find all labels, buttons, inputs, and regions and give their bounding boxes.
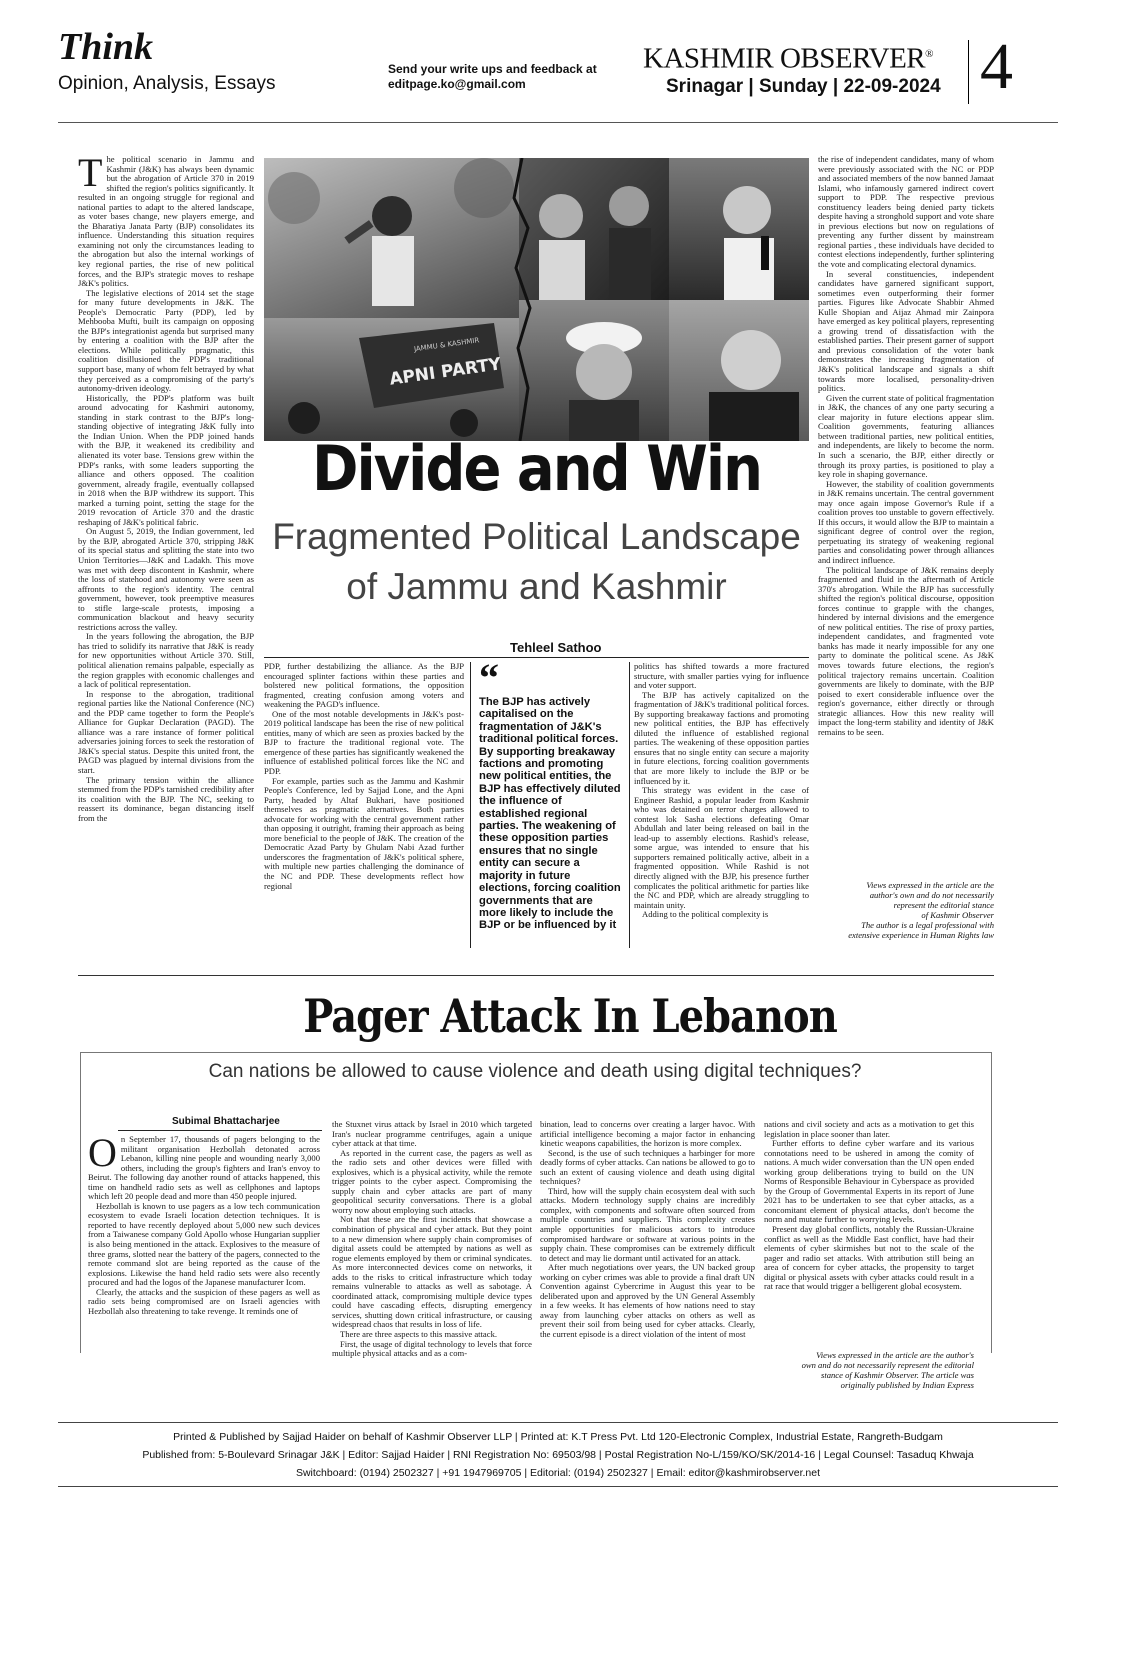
disclaimer-line: of Kashmir Observer xyxy=(921,910,994,920)
article2-column-4 xyxy=(764,1120,974,1346)
masthead xyxy=(643,38,933,75)
paragraph: Further efforts to define cyber warfare and its various connotations need to be ushered in among the comity of nations. A much wider conversation than the UN open ended working group deliberations trying to build on the UN Norms of Responsible Behaviour in Cyberspace as provided by the Group of Governmental Experts in its report of June 2021 has to be undertaken to see that cyber attacks, as a concomitant element of physical attacks, don't become the norm and mutate further to worrying levels. xyxy=(764,1138,974,1225)
paragraph: In response to the abrogation, traditional regional parties like the National Conference (NC) and the PDP came together to form the People's Alliance for Gupkar Declaration (PAGD). The alliance was a rare instance of former political adversaries joining forces to seek the restoration of J&K's special status. Despite this united front, the PAGD was plagued by internal divisions from the start. xyxy=(78,688,254,775)
disclaimer-line: author's own and do not necessarily xyxy=(869,890,994,900)
article1-byline: Tehleel Sathoo xyxy=(510,640,602,655)
section-subtitle: Opinion, Analysis, Essays xyxy=(58,73,276,94)
paragraph: The political landscape of J&K remains deeply fragmented and fluid in the aftermath of Article 370's abrogation. While the BJP has successfully shifted the region's political discourse, opposition forces continue to grapple with the changes, hindered by internal divisions and the emergence of new political entities. The rise of proxy parties, independent candidates, and fragmented vote banks has made it nearly impossible for any one party to dominate the political scene. As J&K moves towards future elections, the region's political trajectory remains uncertain. Coalition governments are likely to dominate, with the BJP poised to exert considerable influence over the region's governance, either directly or through strategic alliances. How this new reality will impact the long-term stability and identity of J&K remains to be seen. xyxy=(818,564,994,737)
footer-line-2: Published from: 5-Boulevard Srinagar J&K | Editor: Sajjad Haider | RNI Registration No: 69503/98 | Postal Registration No-L/159/KO/SK/2014-16 | Legal Counsel: Tasaduq Khwaja xyxy=(142,1449,974,1461)
footer-imprint xyxy=(58,1428,1058,1482)
article1-column-3 xyxy=(634,662,809,962)
banner-subtext: JAMMU & KASHMIR xyxy=(413,336,480,354)
byline-rule xyxy=(264,657,809,658)
pullquote-box xyxy=(470,655,630,948)
footer-top-rule xyxy=(58,1422,1058,1423)
paragraph: Historically, the PDP's platform was built around advocating for Kashmiri autonomy, standing in stark contrast to the BJP's long-standing objective of integrating J&K fully into the Indian Union. When the PDP joined hands with the BJP, it weakened its credibility and alienated its voter base. Tensions grew within the PDP's ranks, with some leaders supporting the alliance and others opposed. The coalition government, already fragile, eventually collapsed in 2018 when the BJP withdrew its support. This marked a turning point, setting the stage for the 2019 revocation of Article 370 and the drastic reshaping of J&K's political fabric. xyxy=(78,392,254,527)
footer-bottom-rule xyxy=(58,1486,1058,1487)
disclaimer-line: own and do not necessarily represent the editorial xyxy=(801,1360,974,1370)
article1-disclaimer xyxy=(818,880,994,940)
photo-rally-woman xyxy=(264,158,521,318)
article1-subtitle-2: of Jammu and Kashmir xyxy=(346,566,727,607)
paragraph: he political scenario in Jammu and Kashmir (J&K) has always been dynamic but the abrogation of Article 370 in 2019 shifted the region's politics significantly. It resulted in an ongoing struggle for regional and national parties to adapt to the altered landscape, as voter bases change, new players emerge, and the Bharatiya Janata Party (BJP) consolidates its influence. Understanding this situation requires examining not only the circumstances leading to the abrogation but also the internal workings of key regional parties, the rise of new political forces, and the BJP's strategic moves to reshape J&K's politics. xyxy=(78,155,254,289)
disclaimer-line: Views expressed in the article are the author's xyxy=(816,1350,974,1360)
paragraph: Hezbollah is known to use pagers as a low tech communication ecosystem to evade Israeli location detection techniques. It is reported to have recently deployed about 5,000 new such devices from a Taiwanese company Gold Apollo whose Hungarian supplier is also being mentioned in the attack. Explosives to the measure of three grams, slotted near the battery of the pagers, connected to the remote command slot are being reported as the cause of the explosions. Likewise the hand held radio sets were also recently procured and had the logos of the Japanese manufacturer Icom. xyxy=(88,1200,320,1288)
paragraph: On August 5, 2019, the Indian government, led by the BJP, abrogated Article 370, stripping J&K of its special status and splitting the state into two Union Territories—J&K and Ladakh. This move was met with deep discontent in Kashmir, where the loss of statehood and autonomy were seen as affronts to the region's identity. The central government, however, took preemptive measures to stifle large-scale protests, imposing a communication blackout and heavy security restrictions across the valley. xyxy=(78,526,254,632)
paragraph: The legislative elections of 2014 set the stage for many future developments in J&K. The People's Democratic Party (PDP), led by Mehbooba Mufti, built its campaign on opposing the BJP's integrationist agenda but surprised many by entering a coalition with the BJP after the elections. While politically pragmatic, this coalition disillusioned the PDP's traditional support base, many of whom felt betrayed by what they perceived as a compromising of the party's autonomy-driven ideology. xyxy=(78,287,254,394)
masthead-title: KASHMIR OBSERVER xyxy=(643,42,926,75)
disclaimer-line: Views expressed in the article are the xyxy=(866,880,994,890)
article2-column-1 xyxy=(88,1135,320,1405)
paragraph: Adding to the political complexity is xyxy=(642,909,769,920)
drop-cap: T xyxy=(78,155,103,195)
disclaimer-line: originally published by Indian Express xyxy=(840,1380,974,1390)
banner-text: APNI PARTY xyxy=(388,354,503,390)
paragraph: In several constituencies, independent candidates have garnered significant support, sometimes even outperforming their former parties. Figures like Advocate Shabbir Ahmed Kulle Shopian and Aijaz Ahmad mir Zainpora have emerged as key political players, representing a growing trend of dissatisfaction with the established parties. Their present garner of support and previous consolidation of the voter bank demonstrates the increasing fragmentation of J&K's political landscape and signals a shift towards more localised, personality-driven politics. xyxy=(818,268,994,394)
paragraph: Third, how will the supply chain ecosystem deal with such attacks. Modern technology supply chains are incredibly complex, with components and software often sourced from multiple countries and suppliers. This complexity creates ample opportunities for malicious actors to introduce compromised hardware or software at various points in the supply chain. These compromises can be extremely difficult to detect and may lie dormant until activated for an attack. xyxy=(540,1185,755,1263)
paragraph: One of the most notable developments in J&K's post-2019 political landscape has been the rise of new political entities, many of which are seen as proxies backed by the BJP to fracture the traditional regional vote. The emergence of these parties has significantly weakened the influence of established political forces like the NC and PDP. xyxy=(264,708,464,777)
article2-disclaimer xyxy=(764,1350,974,1390)
article1-headline: Divide and Win xyxy=(311,433,761,506)
paragraph: PDP, further destabilizing the alliance. As the BJP encouraged splinter factions within these parties and bolstered new political formations, the opposition fragmented, creating confusion among voters and weakening the PAGD's influence. xyxy=(264,662,464,710)
disclaimer-line: represent the editorial stance xyxy=(893,900,994,910)
article1-subtitle-1: Fragmented Political Landscape xyxy=(272,516,801,557)
article1-column-1 xyxy=(78,155,254,955)
paragraph: This strategy was evident in the case of Engineer Rashid, a popular leader from Kashmir who was detained on terror charges allowed to contest lok Sasha elections defeating Omar Abdullah and later being released on bail in the lead-up to assembly elections. Rashid's release, some argue, was intended to ensure that his supporters remained politically active, albeit in a fragmented opposition. While Rashid is not directly aligned with the BJP, his presence further complicates the political arithmetic for parties like the NC and PDP, which are already struggling to maintain unity. xyxy=(634,785,809,910)
section-title: Think xyxy=(58,26,154,68)
article-divider xyxy=(78,975,994,976)
crack-divider xyxy=(494,158,554,441)
footer-line-1: Printed & Published by Sajjad Haider on behalf of Kashmir Observer LLP | Printed at: K.T Press Pvt. Ltd 120-Electronic Complex, Industrial Estate, Rangreth-Budgam xyxy=(173,1431,943,1443)
page-number: 4 xyxy=(980,30,1013,103)
article2-headline: Pager Attack In Lebanon xyxy=(303,989,837,1044)
paragraph: After much negotiations over years, the UN backed group working on cyber crimes was able to provide a final draft UN Convention against Cybercrime in August this year to be deliberated upon and approved by the UN General Assembly in a few weeks. It has elements of how nations need to stay away from launching cyber attacks on others as well as prevent their soil from being used for cyber attacks. Clearly, the current episode is a direct violation of the intent of most xyxy=(540,1262,755,1340)
article2-byline: Subimal Bhattacharjee xyxy=(172,1116,280,1127)
photo-politician xyxy=(669,300,809,441)
registered-mark: ® xyxy=(925,48,934,60)
feedback-line xyxy=(388,62,597,92)
paragraph: Not that these are the first incidents that showcase a combination of physical and cyber attack. But they point to a new dimension where supply chain compromises of digital assets could be attempted by nations as well as rogue elements employed by them or criminal syndicates. As more interconnected devices come on networks, it adds to the risks to critical infrastructure which today remains vulnerable to attacks as well as sabotage. A coordinated attack, compromising multiple device types could have cascading effects, disrupting emergency services, shutting down critical infrastructure, or causing widespread chaos that results in loss of life. xyxy=(332,1214,532,1330)
footer-line-3: Switchboard: (0194) 2502327 | +91 1947969705 | Editorial: (0194) 2502327 | Email: editor@kashmirobserver.net xyxy=(295,1467,821,1479)
disclaimer-line: The author is a legal professional with xyxy=(861,920,994,930)
paragraph: For example, parties such as the Jammu and Kashmir People's Conference, led by Sajjad Lone, and the Apni Party, headed by Altaf Bukhari, have positioned themselves as pragmatic alternatives. Both parties advocate for working with the central government rather than opposing it outright, framing their approach as being more beneficial to the people of J&K. The creation of the Democratic Azad Party by Ghulam Nabi Azad further underscores the fragmentation of J&K's political sphere, with multiple new parties challenging the dominance of the NC and PDP. These developments reflect how regional xyxy=(264,775,464,891)
header-divider xyxy=(968,40,969,104)
article2-column-2 xyxy=(332,1120,532,1405)
paragraph: Clearly, the attacks and the suspicion of these pagers as well as radio sets being compromised are on Israeli agencies with Hezbollah also threatening to take revenge. It reminds one of xyxy=(88,1286,320,1316)
paragraph: First, the usage of digital technology to levels that force multiple physical attacks and as a com- xyxy=(332,1338,532,1359)
drop-cap: O xyxy=(88,1135,117,1175)
article1-column-4 xyxy=(818,155,994,875)
article2-column-3 xyxy=(540,1120,755,1405)
feedback-email: editpage.ko@gmail.com xyxy=(388,77,526,91)
disclaimer-line: extensive experience in Human Rights law xyxy=(848,930,994,940)
paragraph: the Stuxnet virus attack by Israel in 2010 which targeted Iran's nuclear programme centrifuges, again a unique cyber attack at that time. xyxy=(332,1120,532,1149)
paragraph: the rise of independent candidates, many of whom were previously associated with the NC or PDP and associated members of the now banned Jamaat Islami, who infamously garnered indirect covert support to PDP. The respective previous constituency leaders being denied party tickets despite having a stronghold support and vote share in previous elections but now on regulations of preventing any further dissent by mainstream regional parties , these individuals have decided to contest elections independently, further splintering the vote and complicating electoral dynamics. xyxy=(818,155,994,270)
article1-column-2 xyxy=(264,662,464,962)
byline-rule-2 xyxy=(118,1130,322,1131)
quote-mark-icon: “ xyxy=(479,655,499,700)
paragraph: Present day global conflicts, notably the Russian-Ukraine conflict as well as the Middle East conflict, have had their elements of cyber skirmishes but not to the scale of the pager and radio set attacks. With attribution still being an area of concern for cyber attacks, the propensity to target digital or physical assets with cyber attacks could result in a rat race that would trigger a belligerent global ecosystem. xyxy=(764,1224,974,1292)
paragraph: The primary tension within the alliance stemmed from the PDP's tarnished credibility after its coalition with the BJP. The NC, seeking to reassert its dominance, began distancing itself from the xyxy=(78,774,254,823)
paragraph: nations and civil society and acts as a motivation to get this legislation in place sooner than later. xyxy=(764,1120,974,1139)
pullquote-text: The BJP has actively capitalised on the fragmentation of J&K's traditional political forces. By supporting breakaway factions and promoting new political entities, the BJP has effectively diluted the influence of established regional parties. The weakening of these opposition parties ensures that no single entity can secure a majority in future elections, forcing coalition governments that are more likely to include the BJP or be influenced by it xyxy=(479,696,621,932)
paragraph: There are three aspects to this massive attack. xyxy=(340,1329,498,1340)
paragraph: Given the current state of political fragmentation in J&K, the chances of any one party securing a clear majority in future elections appear slim. Coalition governments, featuring alliances between traditional parties, new political entities, and independents, are likely to become the norm. In such a scenario, the BJP, either directly or through its proxy parties, is positioned to play a key role in shaping governance. xyxy=(818,392,994,480)
paragraph: As reported in the current case, the pagers as well as the radio sets and other devices were filled with explosives, which is a physical activity, while the remote trigger points to the cyber aspect. Compromising the supply chain and cyber attacks are part of many geopolitical security conversations. There is a global worry now about employing such attacks. xyxy=(332,1147,532,1215)
feedback-text: Send your write ups and feedback at xyxy=(388,62,597,76)
paragraph: The BJP has actively capitalized on the fragmentation of J&K's traditional political forces. By supporting breakaway factions and promoting new political entities, the BJP has effectively diluted the influence of established regional parties. The weakening of these opposition parties ensures that no single entity can secure a majority in future elections, forcing coalition governments that are more likely to include the BJP or be influenced by it. xyxy=(634,689,809,786)
paragraph: In the years following the abrogation, the BJP has tried to solidify its narrative that J&K is ready for new opportunities without Article 370. Still, political alienation remains palpable, especially as the region grapples with economic challenges and a lack of political representation. xyxy=(78,631,254,690)
disclaimer-line: stance of Kashmir Observer. The article was xyxy=(820,1370,974,1380)
paragraph: Second, is the use of such techniques a harbinger for more deadly forms of cyber attacks. Can nations be allowed to go to such an extent of causing violence and death using digital techniques? xyxy=(540,1147,755,1187)
paragraph: bination, lead to concerns over creating a larger havoc. With artificial intelligence becoming a major factor in enhancing kinetic weapons capabilities, the horizon is more complex. xyxy=(540,1120,755,1149)
article2-subtitle: Can nations be allowed to cause violence and death using digital techniques? xyxy=(208,1061,862,1082)
photo-collage xyxy=(264,158,809,441)
paragraph: However, the stability of coalition governments in J&K remains uncertain. The central government may once again impose Governor's Rule if a coalition proves too unstable to govern effectively. If this occurs, it would allow the BJP to maintain a significant degree of control over the region, perpetuating its strategy of weakening regional parties and consolidating power through alliances and indirect influence. xyxy=(818,478,994,565)
header-rule xyxy=(58,122,1058,123)
dateline: Srinagar | Sunday | 22-09-2024 xyxy=(666,76,941,97)
photo-speaker-mic xyxy=(669,158,809,300)
paragraph: politics has shifted towards a more fractured structure, with smaller parties vying for influence and voter support. xyxy=(634,662,809,691)
paragraph: n September 17, thousands of pagers belonging to the militant organisation Hezbollah detonated across Lebanon, killing nine people and wounding nearly 3,000 others, including the group's fighters and Iran's envoy to Beirut. The following day another round of attacks happened, this time on handheld radio sets as well as cellphones and laptops which left 20 people dead and more than 450 people injured. xyxy=(88,1135,320,1202)
photo-crowd-flags xyxy=(264,318,521,441)
